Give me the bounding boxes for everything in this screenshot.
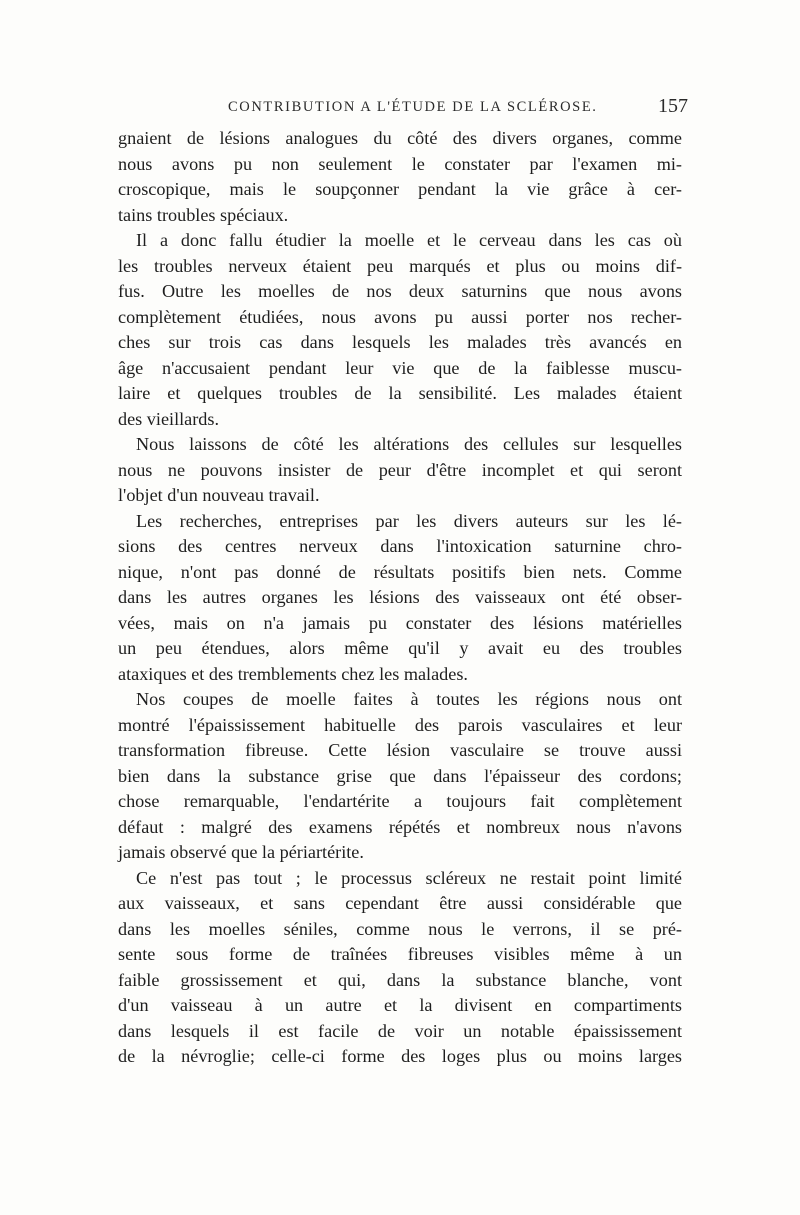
page-header [118, 95, 688, 123]
text-line: ches sur trois cas dans lesquels les malades très avancés en [118, 332, 682, 352]
text-line: montré l'épaississement habituelle des parois vasculaires et leur [118, 714, 682, 735]
text-line: complètement étudiées, nous avons pu aussi porter nos recher- [118, 306, 682, 327]
text-line: croscopique, mais le soupçonner pendant la vie grâce à cer- [118, 179, 682, 199]
text-line: dans lesquels il est facile de voir un notable épaississement [118, 1020, 682, 1041]
text-line: d'un vaisseau à un autre et la divisent en compartiments [118, 995, 682, 1015]
text-line: l'objet d'un nouveau travail. [118, 485, 320, 505]
running-title: CONTRIBUTION A L'ÉTUDE DE LA SCLÉROSE. [228, 99, 598, 115]
text-line: laire et quelques troubles de la sensibilité. Les malades étaient [118, 383, 682, 403]
text-line: bien dans la substance grise que dans l'épaisseur des cordons; [118, 765, 682, 786]
paragraph-start-line: Il a donc fallu étudier la moelle et le cerveau dans les cas où [136, 230, 682, 250]
text-line: nous ne pouvons insister de peur d'être incomplet et qui seront [118, 459, 682, 480]
text-line: fus. Outre les moelles de nos deux saturnins que nous avons [118, 281, 682, 301]
page-number: 157 [658, 95, 688, 117]
body-text [118, 126, 682, 1070]
text-line: ataxiques et des tremblements chez les malades. [118, 663, 468, 684]
text-line: des vieillards. [118, 408, 220, 429]
text-line: gnaient de lésions analogues du côté des divers organes, comme [118, 128, 682, 148]
text-line: faible grossissement et qui, dans la substance blanche, vont [118, 969, 682, 990]
text-line: âge n'accusaient pendant leur vie que de la faiblesse muscu- [118, 357, 682, 378]
text-line: chose remarquable, l'endartérite a toujours fait complètement [118, 791, 682, 811]
text-line: défaut : malgré des examens répétés et nombreux nous n'avons [118, 816, 682, 837]
text-line: vées, mais on n'a jamais pu constater des lésions matérielles [118, 612, 682, 633]
text-line: dans les moelles séniles, comme nous le verrons, il se pré- [118, 918, 682, 939]
paragraph-start-line: Ce n'est pas tout ; le processus scléreux ne restait point limité [136, 867, 682, 888]
text-line: les troubles nerveux étaient peu marqués et plus ou moins dif- [118, 255, 682, 276]
text-line: nous avons pu non seulement le constater par l'examen mi- [118, 153, 682, 174]
text-line: dans les autres organes les lésions des vaisseaux ont été obser- [118, 587, 682, 607]
text-line: aux vaisseaux, et sans cependant être aussi considérable que [118, 893, 682, 913]
text-line: de la névroglie; celle-ci forme des loges plus ou moins larges [118, 1046, 682, 1066]
text-line: sente sous forme de traînées fibreuses visibles même à un [118, 944, 682, 964]
text-line: tains troubles spéciaux. [118, 204, 289, 225]
text-line: jamais observé que la périartérite. [118, 842, 364, 862]
text-line: un peu étendues, alors même qu'il y avait eu des troubles [118, 638, 682, 658]
text-line: nique, n'ont pas donné de résultats positifs bien nets. Comme [118, 561, 682, 582]
text-line: transformation fibreuse. Cette lésion vasculaire se trouve aussi [118, 740, 682, 760]
paragraph-start-line: Nous laissons de côté les altérations des cellules sur lesquelles [136, 434, 682, 454]
text-line: sions des centres nerveux dans l'intoxication saturnine chro- [118, 536, 682, 556]
paragraph-start-line: Les recherches, entreprises par les divers auteurs sur les lé- [136, 510, 682, 531]
paragraph-start-line: Nos coupes de moelle faites à toutes les régions nous ont [136, 689, 682, 709]
